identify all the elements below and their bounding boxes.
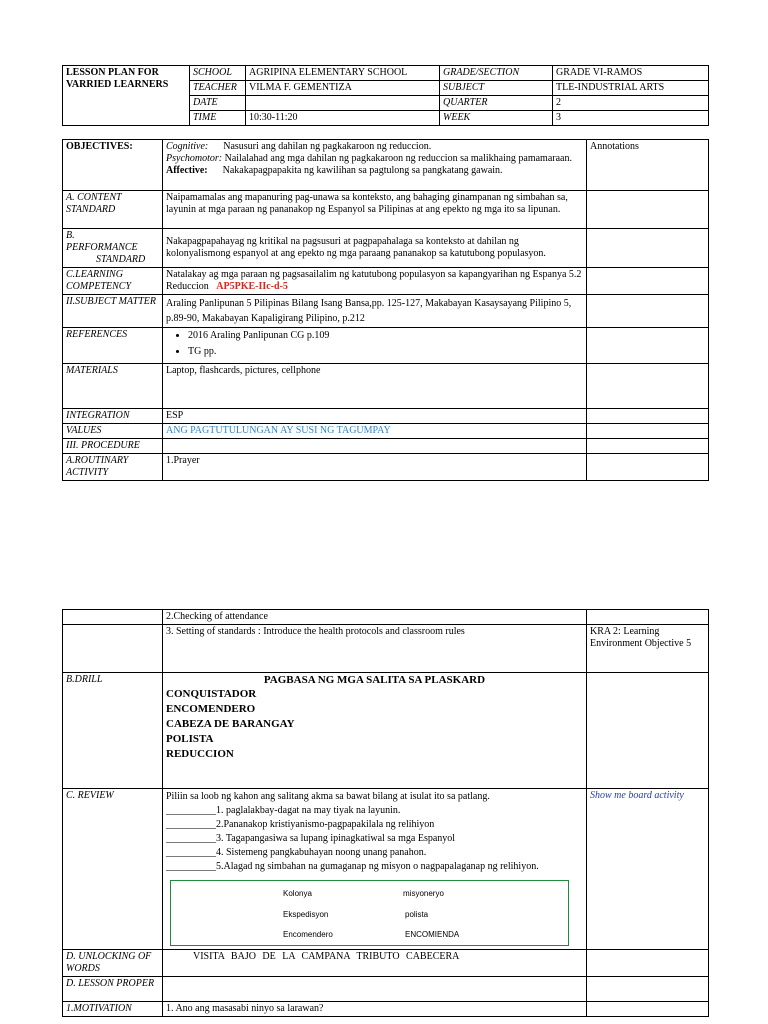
school-label: SCHOOL [190,66,246,81]
review-instruction: Piliin sa loob ng kahon ang salitang akma sa bawat bilang at isulat ito sa patlang. [166,791,490,802]
drill-word: CONQUISTADOR [166,688,257,701]
teacher-value: VILMA F. GEMENTIZA [246,81,440,96]
lesson-table-page-2 [62,609,709,1017]
standards-text: 3. Setting of standards : Introduce the health protocols and classroom rules [163,625,587,673]
review-item: __________4. Sistemeng pangkabuhayan noong unang panahon. [166,847,427,858]
subject-matter-text: Araling Panlipunan 5 Pilipinas Bilang Isang Bansa,pp. 125-127, Makabayan Kasaysayang Pilipino 5, p.89-90, Makabayan Kapaligirang Pilipino, p.212 [163,295,587,328]
subject-matter-label: II.SUBJECT MATTER [63,295,163,328]
drill-content [163,673,587,789]
drill-label: B.DRILL [63,673,163,789]
kra-annotation: KRA 2: Learning Environment Objective 5 [587,625,709,673]
unlocking-words: VISITA BAJO DE LA CAMPANA TRIBUTO CABECERA [163,950,587,977]
references-label: REFERENCES [63,328,163,364]
word-box-item: misyoneryo [403,889,444,898]
subject-label: SUBJECT [440,81,553,96]
subject-value: TLE-INDUSTRIAL ARTS [553,81,709,96]
routinary-text: 1.Prayer [163,454,587,481]
unlocking-label: D. UNLOCKING OF WORDS [63,950,163,977]
drill-word: CABEZA DE BARANGAY [166,717,295,730]
materials-text: Laptop, flashcards, pictures, cellphone [163,364,587,409]
motivation-label: 1.MOTIVATION [63,1002,163,1017]
review-annotation: Show me board activity [587,789,709,950]
word-box-item: polista [405,910,429,919]
integration-text: ESP [163,409,587,424]
date-label: DATE [190,96,246,111]
competency-code: AP5PKE-IIc-d-5 [216,281,288,292]
drill-word: ENCOMENDERO [166,703,256,716]
lesson-table [62,139,709,481]
review-label: C. REVIEW [63,789,163,950]
references-content [163,328,587,364]
lesson-proper-label: D. LESSON PROPER [63,977,163,1002]
learning-competency-label: C.LEARNING COMPETENCY [63,268,163,295]
materials-label: MATERIALS [63,364,163,409]
procedure-label: III. PROCEDURE [63,439,163,454]
routinary-label: A.ROUTINARY ACTIVITY [63,454,163,481]
cognitive-text: Nasusuri ang dahilan ng pagkakaroon ng reduccion. [223,141,432,152]
time-value: 10:30-11:20 [246,111,440,126]
school-value: AGRIPINA ELEMENTARY SCHOOL [246,66,440,81]
values-label: VALUES [63,424,163,439]
content-standard-label: A. CONTENT STANDARD [63,191,163,229]
word-box [170,880,569,946]
review-content [163,789,587,950]
values-text: ANG PAGTUTULUNGAN AY SUSI NG TAGUMPAY [163,424,587,439]
learning-competency-content [163,268,587,295]
performance-standard-label: B. PERFORMANCE STANDARD [63,229,163,268]
date-value [246,96,440,111]
psychomotor-label: Psychomotor: [166,153,223,164]
performance-standard-text: Nakapagpapahayag ng kritikal na pagsusuri at pagpapahalaga sa konteksto at dahilan ng kolonyalismong espanyol at ang epekto ng mga paraang pananakop sa katutubong populasyon. [163,229,587,268]
learning-competency-text: Natalakay ag mga paraan ng pagsasailalim ng katutubong populasyon sa kapangyarihan ng Espanya 5.2 Reduccion [166,269,582,292]
drill-title: PAGBASA NG MGA SALITA SA PLASKARD [263,674,486,686]
review-item: __________3. Tagapangasiwa sa lupang ipinagkatiwal sa mga Espanyol [166,833,456,844]
cognitive-label: Cognitive: [166,141,209,152]
word-box-item: Kolonya [283,889,312,898]
word-box-item: ENCOMIENDA [405,930,460,939]
teacher-label: TEACHER [190,81,246,96]
reference-item: • TG pp. [188,346,583,358]
word-box-item: Ekspedisyon [283,910,329,919]
objectives-label: OBJECTIVES: [63,140,163,191]
review-item: __________2.Pananakop kristiyanismo-pagpapakilala ng relihiyon [166,819,435,830]
grade-value: GRADE VI-RAMOS [553,66,709,81]
attendance-text: 2.Checking of attendance [163,610,587,625]
quarter-label: QUARTER [440,96,553,111]
drill-word: REDUCCION [166,747,234,760]
motivation-text: 1. Ano ang masasabi ninyo sa larawan? [163,1002,587,1017]
word-box-item: Encomendero [283,930,333,939]
week-value: 3 [553,111,709,126]
integration-label: INTEGRATION [63,409,163,424]
drill-word: POLISTA [166,732,214,745]
references-list [166,330,583,358]
review-item: __________1. paglalakbay-dagat na may tiyak na layunin. [166,805,401,816]
header-table [62,65,709,126]
affective-label: Affective: [166,165,208,176]
lesson-plan-title: LESSON PLAN FOR VARRIED LEARNERS [63,66,190,126]
affective-text: Nakakapagpapakita ng kawilihan sa pagtulong sa pangkatang gawain. [222,165,503,176]
content-standard-text: Naipamamalas ang mapanuring pag-unawa sa konteksto, ang bahaging ginampanan ng simbahan sa, layunin at mga paraan ng pananakop ng Espanyol sa Pilipinas at ang epekto ng mga ito sa lipunan. [163,191,587,229]
review-item: __________5.Alagad ng simbahan na gumaganap ng misyon o nagpapalaganap ng relihiyon. [166,861,539,872]
reference-item: • 2016 Araling Panlipunan CG p.109 [188,330,583,342]
objectives-content [163,140,587,191]
psychomotor-text: Nailalahad ang mga dahilan ng pagkakaroon ng reduccion sa malikhaing pamamaraan. [224,153,572,164]
week-label: WEEK [440,111,553,126]
time-label: TIME [190,111,246,126]
annotations-header: Annotations [587,140,709,191]
grade-label: GRADE/SECTION [440,66,553,81]
quarter-value: 2 [553,96,709,111]
